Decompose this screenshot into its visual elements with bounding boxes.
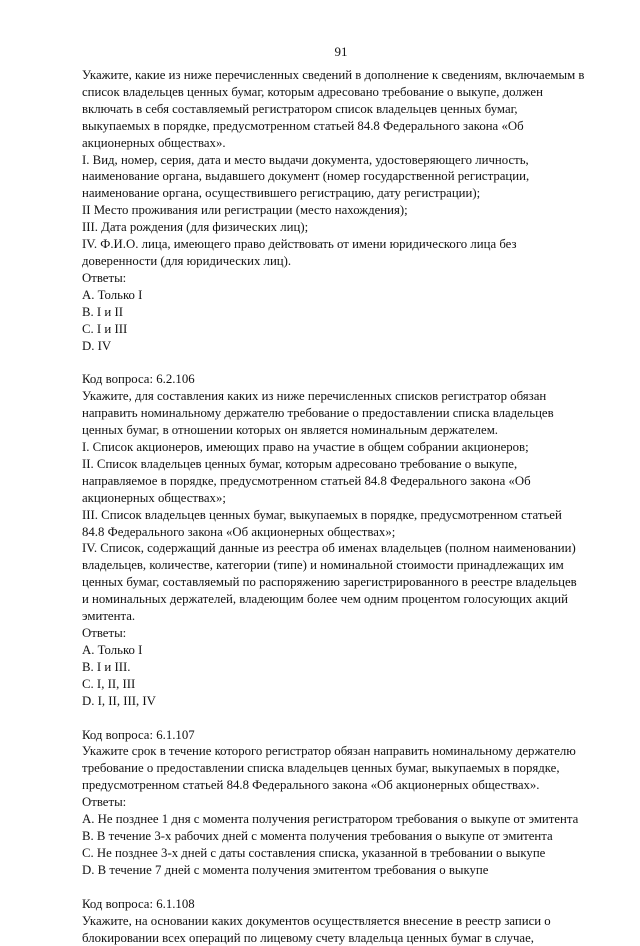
text-line: Укажите, какие из ниже перечисленных сведений в дополнение к сведениям, включаемым в [82,67,600,84]
block-gap [82,710,600,727]
text-line: IV. Ф.И.О. лица, имеющего право действовать от имени юридического лица без [82,236,600,253]
text-line: владельцев, количестве, категории (типе) и номинальной стоимости принадлежащих им [82,557,600,574]
text-line: включать в себя составляемый регистратором список владельцев ценных бумаг, [82,101,600,118]
text-line: D. В течение 7 дней с момента получения эмитентом требования о выкупе [82,862,600,879]
text-line: B. I и III. [82,659,600,676]
text-line: Ответы: [82,270,600,287]
question-block [82,727,600,879]
text-line: II Место проживания или регистрации (место нахождения); [82,202,600,219]
text-line: Укажите, для составления каких из ниже перечисленных списков регистратор обязан [82,388,600,405]
question-block [82,371,600,709]
text-line: блокировании всех операций по лицевому счету владельца ценных бумаг в случае, [82,930,600,946]
text-line: IV. Список, содержащий данные из реестра об именах владельцев (полном наименовании) [82,540,600,557]
text-line: B. В течение 3-х рабочих дней с момента получения требования о выкупе от эмитента [82,828,600,845]
text-line: ценных бумаг, в отношении которых он является номинальным держателем. [82,422,600,439]
page-number: 91 [82,44,600,60]
text-line: C. I и III [82,321,600,338]
text-line: акционерных обществах». [82,135,600,152]
text-line: выкупаемых в порядке, предусмотренном статьей 84.8 Федерального закона «Об [82,118,600,135]
text-line: A. Не позднее 1 дня с момента получения регистратором требования о выкупе от эмитента [82,811,600,828]
text-line: A. Только I [82,642,600,659]
question-block-continued [82,67,600,354]
text-line: Укажите, на основании каких документов осуществляется внесение в реестр записи о [82,913,600,930]
text-line: эмитента. [82,608,600,625]
text-line: ценных бумаг, составляемый по распоряжению зарегистрированного в реестре владельцев [82,574,600,591]
text-line: направить номинальному держателю требование о предоставлении списка владельцев [82,405,600,422]
text-line: направляемое в порядке, предусмотренном статьей 84.8 Федерального закона «Об [82,473,600,490]
text-line: 84.8 Федерального закона «Об акционерных обществах»; [82,524,600,541]
text-line: D. I, II, III, IV [82,693,600,710]
text-line: Ответы: [82,625,600,642]
text-line: A. Только I [82,287,600,304]
text-line: Ответы: [82,794,600,811]
text-line: наименование органа, осуществившего регистрацию, дату регистрации); [82,185,600,202]
block-gap [82,879,600,896]
text-line: D. IV [82,338,600,355]
text-line: и номинальных держателей, владеющим более чем одним процентом голосующих акций [82,591,600,608]
text-line: Код вопроса: 6.1.108 [82,896,600,913]
text-line: требование о предоставлении списка владельцев ценных бумаг, выкупаемых в порядке, [82,760,600,777]
page-content [82,67,600,946]
text-line: доверенности (для юридических лиц). [82,253,600,270]
text-line: предусмотренном статьей 84.8 Федерального закона «Об акционерных обществах». [82,777,600,794]
text-line: Укажите срок в течение которого регистратор обязан направить номинальному держателю [82,743,600,760]
text-line: I. Вид, номер, серия, дата и место выдачи документа, удостоверяющего личность, [82,152,600,169]
block-gap [82,354,600,371]
text-line: III. Список владельцев ценных бумаг, выкупаемых в порядке, предусмотренном статьей [82,507,600,524]
text-line: III. Дата рождения (для физических лиц); [82,219,600,236]
text-line: список владельцев ценных бумаг, которым адресовано требование о выкупе, должен [82,84,600,101]
text-line: II. Список владельцев ценных бумаг, которым адресовано требование о выкупе, [82,456,600,473]
question-block [82,896,600,946]
text-line: акционерных обществах»; [82,490,600,507]
text-line: I. Список акционеров, имеющих право на участие в общем собрании акционеров; [82,439,600,456]
text-line: Код вопроса: 6.2.106 [82,371,600,388]
text-line: наименование органа, выдавшего документ (номер государственной регистрации, [82,168,600,185]
text-line: C. Не позднее 3-х дней с даты составления списка, указанной в требовании о выкупе [82,845,600,862]
text-line: B. I и II [82,304,600,321]
text-line: C. I, II, III [82,676,600,693]
text-line: Код вопроса: 6.1.107 [82,727,600,744]
